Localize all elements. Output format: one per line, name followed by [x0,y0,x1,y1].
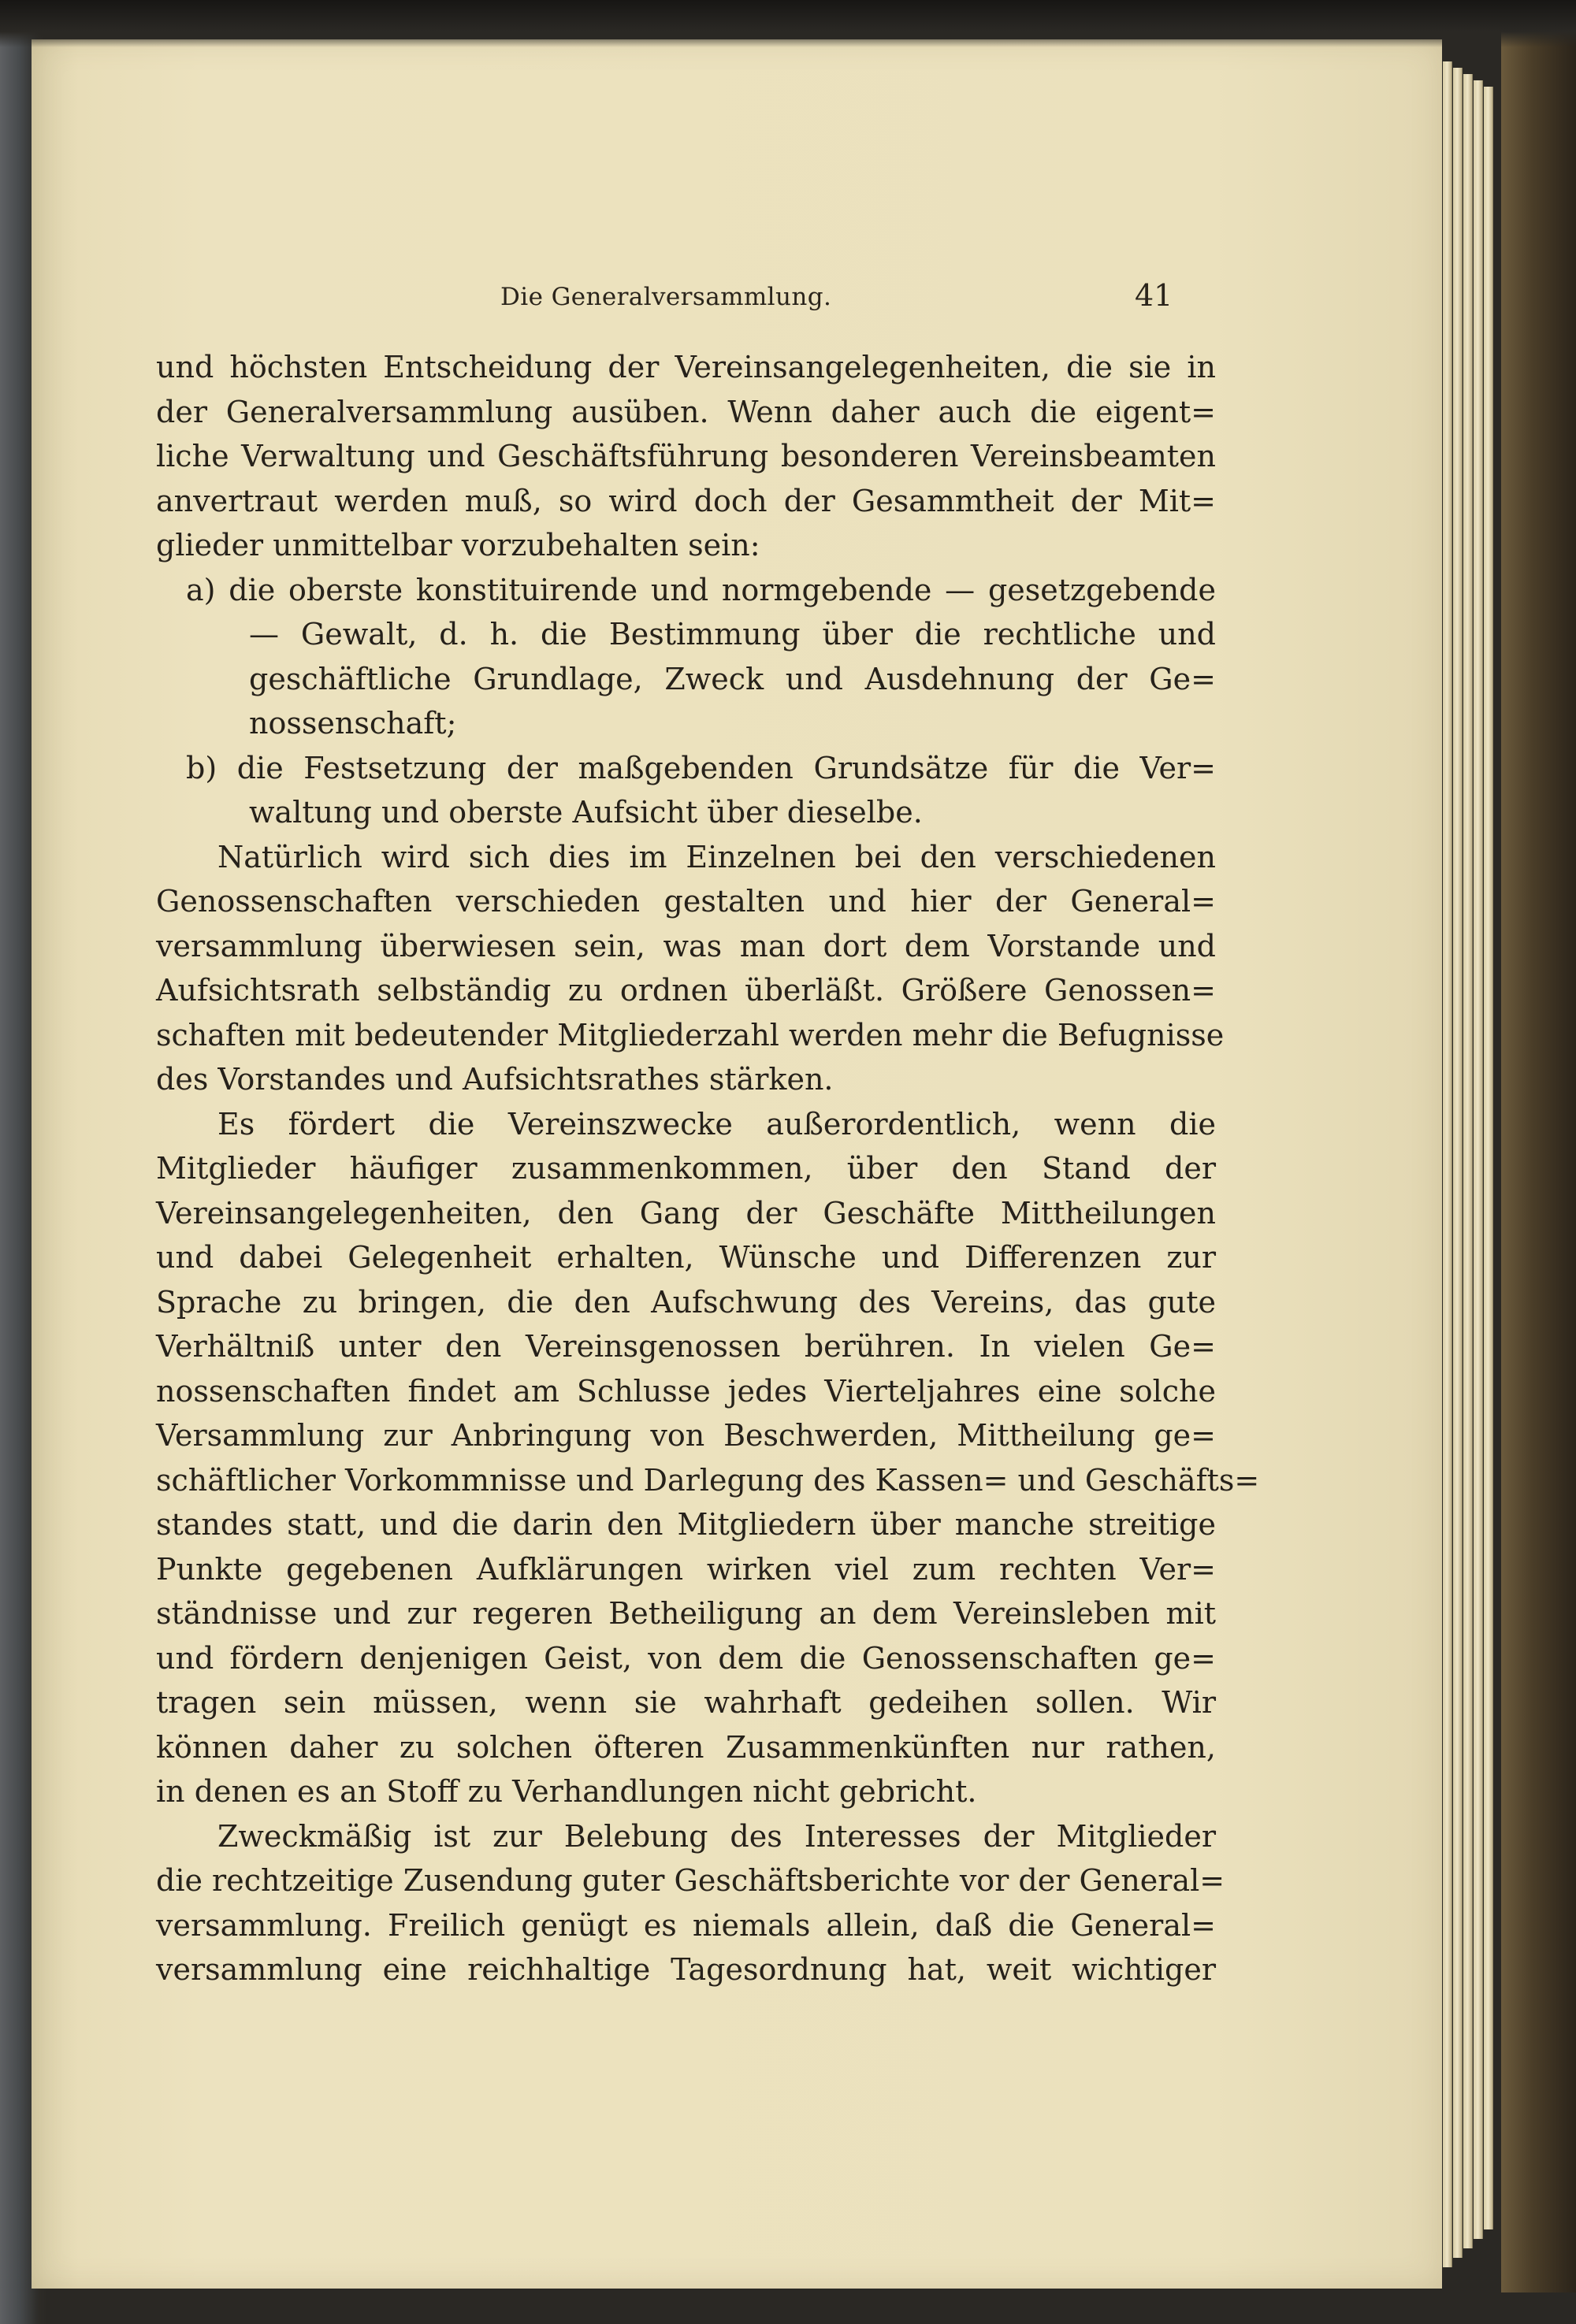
text-line: standes statt, und die darin den Mitgliedern über manche streitige [156,1507,1216,1542]
text-line: in denen es an Stoff zu Verhandlungen nicht gebricht. [156,1774,977,1809]
text-line: versammlung überwiesen sein, was man dort dem Vorstande und [156,928,1216,963]
book-cover-edge [1501,32,1576,2292]
text-line: nossenschaften findet am Schlusse jedes Vierteljahres eine solche [156,1373,1216,1409]
text-line: die rechtzeitige Zusendung guter Geschäftsberichte vor der General= [156,1863,1225,1898]
page-number: 41 [1135,278,1173,313]
page-stack-edge [1463,74,1473,2248]
text-line: Vereinsangelegenheiten, den Gang der Geschäfte Mittheilungen [156,1195,1216,1231]
text-line: Sprache zu bringen, die den Aufschwung des Vereins, das gute [156,1284,1216,1320]
top-shadow [0,0,1576,47]
text-line: tragen sein müssen, wenn sie wahrhaft gedeihen sollen. Wir [156,1685,1216,1720]
text-line: Genossenschaften verschieden gestalten und hier der General= [156,884,1216,919]
page-header [32,280,1442,319]
text-line: ständnisse und zur regeren Betheiligung an dem Vereinsleben mit [156,1596,1216,1631]
text-line: der Generalversammlung ausüben. Wenn daher auch die eigent= [156,394,1216,429]
text-line: — Gewalt, d. h. die Bestimmung über die rechtliche und [249,617,1216,652]
page-stack-edge [1453,68,1463,2258]
running-head: Die Generalversammlung. [500,283,832,311]
text-line: b) die Festsetzung der maßgebenden Grundsätze für die Ver= [186,750,1216,785]
text-line: versammlung. Freilich genügt es niemals allein, daß die General= [156,1907,1216,1943]
text-line: Natürlich wird sich dies im Einzelnen bei den verschiedenen [217,839,1216,874]
text-line: anvertraut werden muß, so wird doch der Gesammtheit der Mit= [156,483,1216,518]
text-line: schaften mit bedeutender Mitgliederzahl werden mehr die Befugnisse [156,1017,1225,1052]
text-line: Punkte gegebenen Aufklärungen wirken viel zum rechten Ver= [156,1551,1216,1587]
text-line: können daher zu solchen öfteren Zusammenkünften nur rathen, [156,1729,1216,1765]
text-line: Zweckmäßig ist zur Belebung des Interesses der Mitglieder [217,1818,1216,1854]
text-line: Verhältniß unter den Vereinsgenossen berühren. In vielen Ge= [156,1329,1216,1364]
text-line: Versammlung zur Anbringung von Beschwerden, Mittheilung ge= [156,1418,1216,1453]
text-line: liche Verwaltung und Geschäftsführung besonderen Vereinsbeamten [156,439,1216,473]
text-line: glieder unmittelbar vorzubehalten sein: [156,528,760,562]
page-stack-edge [1484,87,1493,2229]
page-stack-edge [1474,80,1483,2239]
text-line: Mitglieder häufiger zusammenkommen, über den Stand der [156,1151,1216,1186]
text-line: Aufsichtsrath selbständig zu ordnen überläßt. Größere Genossen= [156,973,1216,1008]
text-line: Es fördert die Vereinszwecke außerordentlich, wenn die [217,1106,1216,1142]
text-line: des Vorstandes und Aufsichtsrathes stärken. [156,1062,834,1097]
text-line: und fördern denjenigen Geist, von dem die Genossenschaften ge= [156,1640,1216,1676]
text-line: geschäftliche Grundlage, Zweck und Ausdehnung der Ge= [249,661,1216,696]
text-line: a) die oberste konstituirende und normgebende — gesetzgebende [186,572,1216,607]
text-line: nossenschaft; [249,706,457,741]
text-line: versammlung eine reichhaltige Tagesordnung hat, weit wichtiger [156,1952,1216,1987]
text-line: waltung und oberste Aufsicht über dieselbe. [249,795,923,830]
page-stack-edge [1443,61,1452,2267]
book-page [32,39,1442,2289]
text-line: und dabei Gelegenheit erhalten, Wünsche und Differenzen zur [156,1240,1216,1275]
body-text [156,345,1260,1992]
text-line: und höchsten Entscheidung der Vereinsangelegenheiten, die sie in [156,350,1216,384]
text-line: schäftlicher Vorkommnisse und Darlegung des Kassen= und Geschäfts= [156,1462,1260,1498]
